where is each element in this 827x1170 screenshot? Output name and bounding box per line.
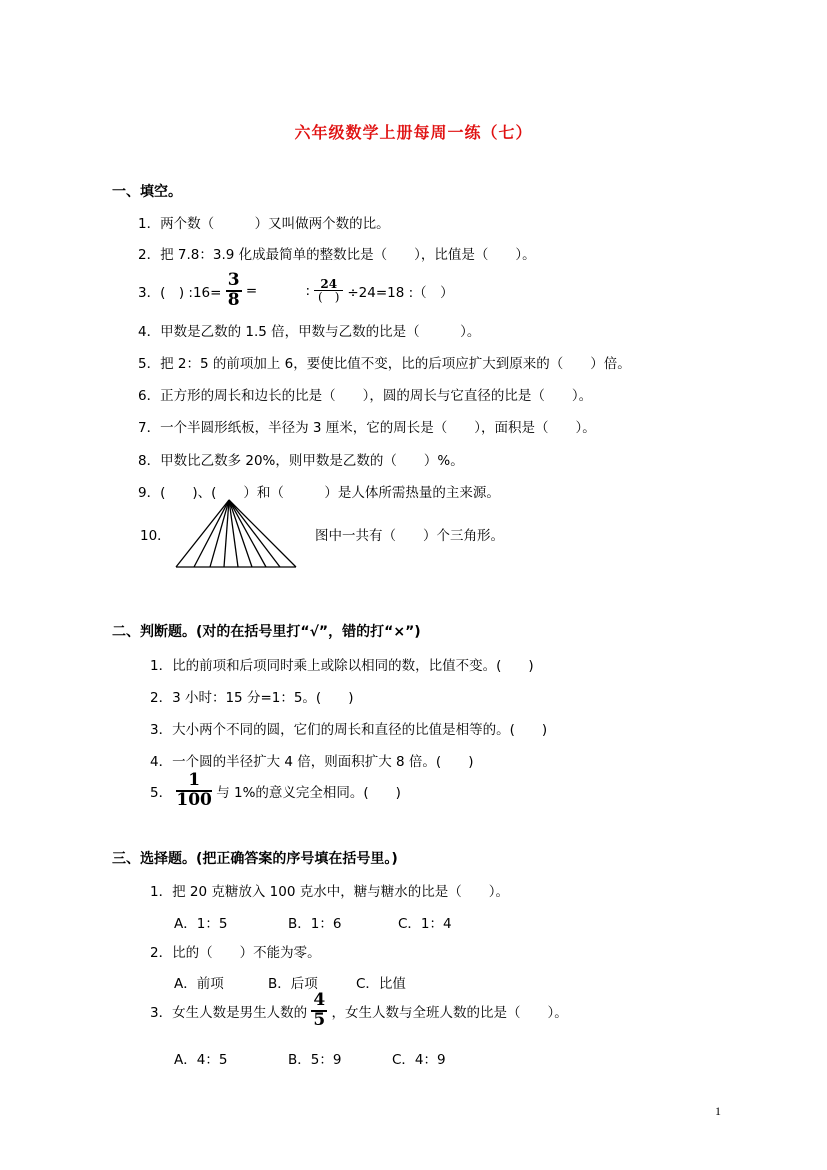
choice-3-option-c: C．4：9 <box>392 1052 446 1068</box>
c3-fraction-denominator: 5 <box>313 1009 326 1030</box>
fill-question-8: 8．甲数比乙数多 20%，则甲数是乙数的（ ）%。 <box>138 453 464 469</box>
c3-part-b: ，女生人数与全班人数的比是（ ）。 <box>331 1004 568 1021</box>
q3-fraction-2-denominator: ( ) <box>318 290 340 305</box>
choice-question-3 <box>150 992 568 1036</box>
judge-question-1: 1．比的前项和后项同时乘上或除以相同的数，比值不变。( ) <box>150 658 534 674</box>
section-1-heading: 一、填空。 <box>112 184 182 200</box>
fill-question-2: 2．把 7.8：3.9 化成最简单的整数比是（ ），比值是（ ）。 <box>138 247 536 263</box>
q3-part-d: ÷24=18 :（ ） <box>347 284 454 301</box>
j5-fraction <box>176 772 212 810</box>
fill-question-5: 5．把 2：5 的前项加上 6，要使比值不变，比的后项应扩大到原来的（ ）倍。 <box>138 356 631 372</box>
judge-question-5 <box>150 772 401 816</box>
choice-3-option-a: A．4：5 <box>174 1052 228 1068</box>
j5-fraction-numerator: 1 <box>176 772 212 792</box>
page-title: 六年级数学上册每周一练（七） <box>294 123 533 142</box>
fill-question-1: 1．两个数（ ）又叫做两个数的比。 <box>138 216 390 232</box>
section-2-heading: 二、判断题。(对的在括号里打“√”，错的打“×”) <box>112 624 421 640</box>
judge-question-3: 3．大小两个不同的圆，它们的周长和直径的比值是相等的。( ) <box>150 722 548 738</box>
q3-part-c: : <box>305 282 311 299</box>
judge-question-2: 2．3 小时：15 分=1：5。( ) <box>150 690 354 706</box>
section-3-heading: 三、选择题。(把正确答案的序号填在括号里。) <box>112 851 398 867</box>
c3-fraction <box>311 992 327 1030</box>
fill-question-7: 7．一个半圆形纸板，半径为 3 厘米，它的周长是（ ），面积是（ ）。 <box>138 420 596 436</box>
q3-part-a: 3．( ) :16= <box>138 284 222 301</box>
fill-question-3 <box>138 272 454 312</box>
q3-part-b: = <box>245 282 258 299</box>
q3-fraction-1-denominator: 8 <box>227 289 240 310</box>
judge-question-4: 4．一个圆的半径扩大 4 倍，则面积扩大 8 倍。( ) <box>150 754 474 770</box>
choice-2-option-b: B．后项 <box>268 976 318 992</box>
c3-part-a: 3．女生人数是男生人数的 <box>150 1004 308 1021</box>
fill-question-6: 6．正方形的周长和边长的比是（ ），圆的周长与它直径的比是（ ）。 <box>138 388 593 404</box>
q3-fraction-2 <box>314 278 343 304</box>
choice-question-2: 2．比的（ ）不能为零。 <box>150 945 321 961</box>
q3-fraction-2-numerator: 24 <box>314 278 343 292</box>
q3-fraction-1-numerator: 3 <box>227 270 240 290</box>
page-number: 1 <box>715 1104 721 1118</box>
choice-2-option-a: A．前项 <box>174 976 224 992</box>
choice-1-option-b: B．1：6 <box>288 916 342 932</box>
q3-fraction-1 <box>226 272 242 310</box>
choice-2-option-c: C．比值 <box>356 976 406 992</box>
choice-1-option-c: C．1：4 <box>398 916 452 932</box>
choice-question-1: 1．把 20 克糖放入 100 克水中，糖与糖水的比是（ ）。 <box>150 884 509 900</box>
c3-fraction-numerator: 4 <box>313 990 326 1010</box>
choice-3-option-b: B．5：9 <box>288 1052 342 1068</box>
j5-number: 5． <box>150 784 173 801</box>
j5-text: 与 1%的意义完全相同。( ) <box>216 784 401 801</box>
fill-question-10-number: 10． <box>140 528 171 544</box>
fill-question-4: 4．甲数是乙数的 1.5 倍，甲数与乙数的比是（ ）。 <box>138 324 481 340</box>
choice-1-option-a: A．1：5 <box>174 916 228 932</box>
fill-question-9: 9．( )、( ）和（ ）是人体所需热量的主来源。 <box>138 485 500 501</box>
j5-fraction-denominator: 100 <box>176 789 212 810</box>
triangle-fan-figure <box>174 498 298 570</box>
fill-question-10-text: 图中一共有（ ）个三角形。 <box>315 528 504 544</box>
